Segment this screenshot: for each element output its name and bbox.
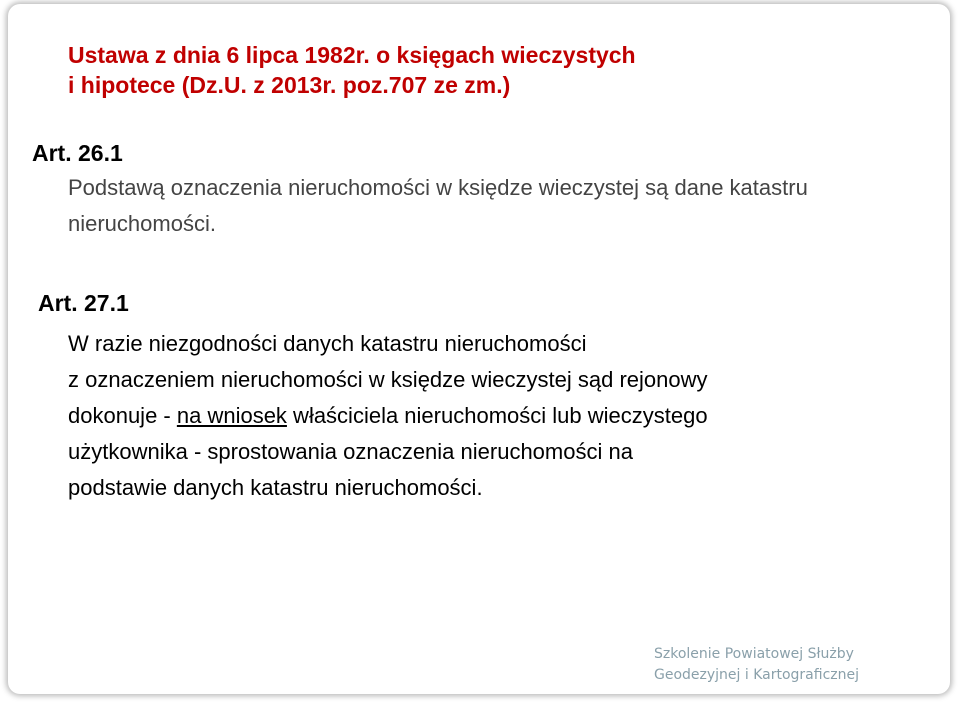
title-line-1: Ustawa z dnia 6 lipca 1982r. o księgach wieczystych (68, 42, 636, 68)
title-line-2: i hipotece (Dz.U. z 2013r. poz.707 ze zm.) (68, 72, 511, 98)
article-27-heading: Art. 27.1 (38, 290, 129, 316)
footer-line-2: Geodezyjnej i Kartograficznej (654, 667, 860, 683)
article-27-line-3 (68, 398, 928, 434)
line-3-suffix: właściciela nieruchomości lub wieczystego (286, 403, 708, 428)
article-27-line-1: W razie niezgodności danych katastru nieruchomości (68, 331, 587, 356)
article-27-line-2: z oznaczeniem nieruchomości w księdze wieczystej sąd rejonowy (68, 367, 708, 392)
article-27-line-4: użytkownika - sprostowania oznaczenia nieruchomości na (68, 439, 633, 464)
footer-caption (654, 644, 859, 686)
article-27-text (68, 326, 928, 506)
slide-title (68, 40, 828, 100)
slide (8, 4, 950, 694)
underlined-na-wniosek: na wniosek (176, 403, 287, 428)
line-3-prefix: dokonuje - (68, 403, 177, 428)
article-27-line-5: podstawie danych katastru nieruchomości. (68, 475, 483, 500)
article-26-heading: Art. 26.1 (32, 140, 123, 166)
footer-line-1: Szkolenie Powiatowej Służby (654, 646, 854, 662)
article-26-text: Podstawą oznaczenia nieruchomości w księdze wieczystej są dane katastru nieruchomości. (68, 175, 808, 236)
